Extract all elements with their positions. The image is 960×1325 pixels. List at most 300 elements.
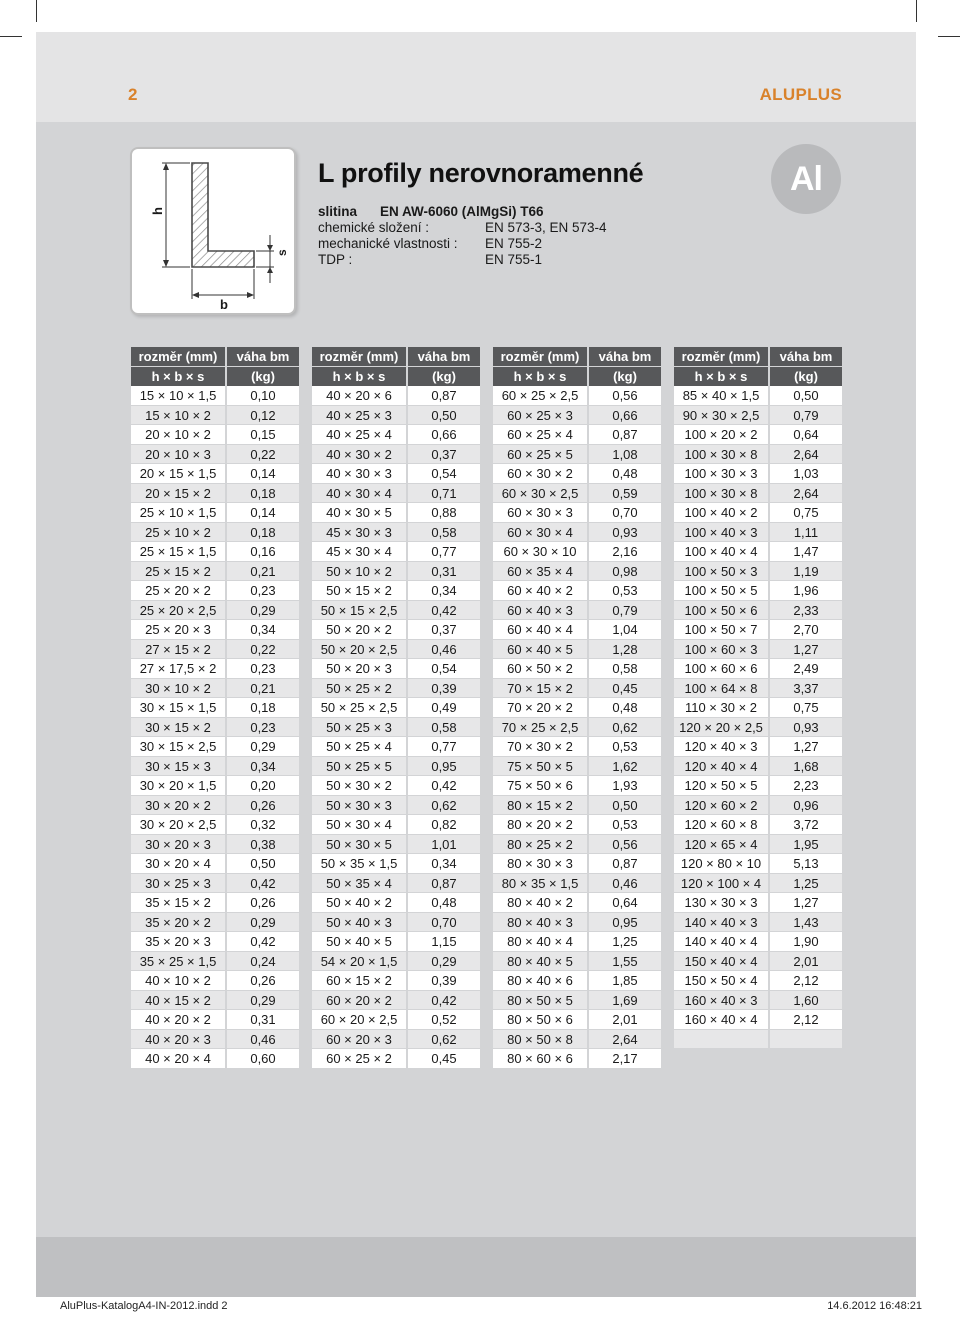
spec-chemical-label: chemické složení : [318,220,430,235]
table-row [674,893,842,913]
table-row [312,913,480,933]
header-weight: váha bm [227,347,299,367]
table-row [312,776,480,796]
cell-dimension: 80 × 50 × 6 [493,1010,587,1030]
table-row [312,815,480,835]
cell-weight: 2,64 [770,484,842,504]
cell-weight: 1,04 [589,620,661,640]
cell-weight: 0,60 [227,1049,299,1069]
cell-weight: 0,18 [227,523,299,543]
cell-dimension: 25 × 20 × 2 [131,581,225,601]
cell-weight: 0,87 [408,874,480,894]
header-dimension: rozměr (mm) [493,347,587,367]
table-row [312,659,480,679]
table-row [674,718,842,738]
header-weight-unit: (kg) [770,367,842,387]
table-row [493,445,661,465]
table-row [312,464,480,484]
cell-weight: 1,15 [408,932,480,952]
cell-dimension: 50 × 40 × 2 [312,893,406,913]
cell-weight: 2,70 [770,620,842,640]
cell-dimension: 50 × 40 × 3 [312,913,406,933]
spec-alloy-label: slitina [318,204,358,219]
spec-chemical-value: EN 573-3, EN 573-4 [485,220,607,235]
cell-dimension: 60 × 30 × 2,5 [493,484,587,504]
cell-dimension: 120 × 65 × 4 [674,835,768,855]
cell-dimension: 120 × 80 × 10 [674,854,768,874]
cell-weight: 0,23 [227,718,299,738]
cell-weight: 0,50 [227,854,299,874]
table-row [493,835,661,855]
cell-dimension: 50 × 25 × 2,5 [312,698,406,718]
cell-dimension: 100 × 30 × 8 [674,484,768,504]
cell-weight: 0,88 [408,503,480,523]
dim-s-label: s [275,249,289,256]
cell-dimension: 85 × 40 × 1,5 [674,386,768,406]
cell-dimension: 80 × 20 × 2 [493,815,587,835]
table-row [312,581,480,601]
cell-dimension: 30 × 15 × 1,5 [131,698,225,718]
cell-dimension: 30 × 20 × 4 [131,854,225,874]
cell-weight: 0,21 [227,679,299,699]
cell-weight: 0,95 [408,757,480,777]
cell-weight: 0,29 [227,913,299,933]
table-row [131,854,299,874]
brand-name: ALUPLUS [759,85,842,104]
cell-weight: 0,18 [227,698,299,718]
cell-weight: 0,46 [408,640,480,660]
cell-dimension: 100 × 30 × 8 [674,445,768,465]
table-row [493,776,661,796]
cell-weight: 0,21 [227,562,299,582]
table-row [131,386,299,406]
table-row [493,562,661,582]
table-header-row [674,347,842,367]
header-weight: váha bm [589,347,661,367]
table-header-row [674,367,842,387]
cell-weight: 2,17 [589,1049,661,1069]
table-row [674,835,842,855]
cell-dimension: 160 × 40 × 4 [674,1010,768,1030]
cell-dimension: 15 × 10 × 2 [131,406,225,426]
cell-dimension: 60 × 20 × 2 [312,991,406,1011]
cell-dimension: 80 × 60 × 6 [493,1049,587,1069]
table-row [312,718,480,738]
cell-weight: 0,42 [408,991,480,1011]
table-row [312,406,480,426]
crop-mark [36,0,37,22]
header-dimension: rozměr (mm) [312,347,406,367]
crop-mark [938,36,960,37]
header-dimension: rozměr (mm) [674,347,768,367]
cell-dimension: 120 × 100 × 4 [674,874,768,894]
cell-weight: 0,26 [227,971,299,991]
table-row [493,1049,661,1069]
cell-weight: 1,25 [589,932,661,952]
cell-weight: 0,22 [227,445,299,465]
page-number: 2 [128,85,138,104]
cell-weight: 3,37 [770,679,842,699]
cell-dimension: 30 × 20 × 1,5 [131,776,225,796]
table-row [312,620,480,640]
crop-mark [916,0,917,22]
cell-dimension: 150 × 40 × 4 [674,952,768,972]
cell-weight: 2,64 [589,1030,661,1050]
spec-tdp-value: EN 755-1 [485,252,543,267]
cell-dimension: 40 × 20 × 3 [131,1030,225,1050]
cell-dimension: 40 × 10 × 2 [131,971,225,991]
table-row [312,1010,480,1030]
table-row [674,620,842,640]
cell-weight: 0,46 [227,1030,299,1050]
table-row [312,542,480,562]
table-row [674,542,842,562]
cell-dimension: 100 × 40 × 4 [674,542,768,562]
cell-dimension: 50 × 35 × 4 [312,874,406,894]
page-title: L profily nerovnoramenné [318,158,644,188]
cell-dimension: 40 × 20 × 6 [312,386,406,406]
cell-weight: 0,62 [408,1030,480,1050]
l-profile-drawing [132,149,298,317]
table-row [674,464,842,484]
cell-weight: 0,46 [589,874,661,894]
cell-weight: 1,85 [589,971,661,991]
cell-dimension: 160 × 40 × 3 [674,991,768,1011]
table-row [131,523,299,543]
cell-weight: 0,98 [589,562,661,582]
table-row [674,1030,842,1050]
table-row [312,893,480,913]
cell-weight: 0,82 [408,815,480,835]
table-row [674,679,842,699]
table-row [493,406,661,426]
cell-dimension: 120 × 60 × 8 [674,815,768,835]
cell-weight: 2,33 [770,601,842,621]
table-row [131,1010,299,1030]
table-row [493,932,661,952]
cell-dimension: 60 × 50 × 2 [493,659,587,679]
spec-mechanical-label: mechanické vlastnosti : [318,236,458,251]
cell-weight: 0,37 [408,620,480,640]
cell-weight: 0,95 [589,913,661,933]
cell-dimension: 100 × 64 × 8 [674,679,768,699]
cell-dimension: 60 × 30 × 3 [493,503,587,523]
cell-weight: 0,12 [227,406,299,426]
table-row [674,581,842,601]
table-header-row [131,367,299,387]
table-row [131,1049,299,1069]
cell-dimension: 60 × 25 × 2 [312,1049,406,1069]
cell-weight: 0,37 [408,445,480,465]
table-row [493,815,661,835]
table-row [312,445,480,465]
cell-weight: 0,64 [770,425,842,445]
table-row [493,581,661,601]
cell-weight: 0,48 [589,464,661,484]
cell-dimension: 60 × 40 × 5 [493,640,587,660]
cell-dimension: 50 × 20 × 3 [312,659,406,679]
table-row [674,971,842,991]
cell-dimension: 25 × 15 × 1,5 [131,542,225,562]
cell-weight: 0,48 [408,893,480,913]
table-row [131,932,299,952]
table-row [131,893,299,913]
table-header-row [312,347,480,367]
spec-tdp-label: TDP : [318,252,353,267]
header-weight: váha bm [408,347,480,367]
cell-dimension: 110 × 30 × 2 [674,698,768,718]
cell-dimension: 60 × 35 × 4 [493,562,587,582]
cell-weight: 0,58 [408,718,480,738]
table-row [674,562,842,582]
table-row [493,796,661,816]
cell-dimension: 20 × 15 × 1,5 [131,464,225,484]
table-row [312,640,480,660]
cell-dimension: 60 × 20 × 3 [312,1030,406,1050]
cell-weight: 1,11 [770,523,842,543]
cell-dimension: 50 × 25 × 4 [312,737,406,757]
table-row [131,581,299,601]
cell-dimension: 60 × 30 × 2 [493,464,587,484]
cell-dimension: 75 × 50 × 6 [493,776,587,796]
cell-dimension: 35 × 15 × 2 [131,893,225,913]
cell-weight: 0,75 [770,698,842,718]
cell-weight: 0,66 [408,425,480,445]
cell-dimension: 40 × 15 × 2 [131,991,225,1011]
cell-weight: 0,26 [227,893,299,913]
cell-dimension: 25 × 20 × 3 [131,620,225,640]
cell-weight: 0,50 [408,406,480,426]
cell-dimension: 80 × 40 × 5 [493,952,587,972]
cell-dimension: 70 × 25 × 2,5 [493,718,587,738]
cell-weight: 0,58 [589,659,661,679]
cell-weight: 0,29 [227,991,299,1011]
table-row [674,640,842,660]
table-row [131,991,299,1011]
file-timestamp: 14.6.2012 16:48:21 [827,1300,922,1312]
table-row [493,601,661,621]
cell-dimension: 140 × 40 × 4 [674,932,768,952]
cell-dimension: 45 × 30 × 3 [312,523,406,543]
cell-dimension: 20 × 15 × 2 [131,484,225,504]
cell-dimension: 80 × 50 × 8 [493,1030,587,1050]
cell-weight: 0,38 [227,835,299,855]
cell-dimension: 30 × 15 × 2,5 [131,737,225,757]
cell-dimension: 80 × 15 × 2 [493,796,587,816]
cell-dimension: 100 × 50 × 7 [674,620,768,640]
cell-weight: 0,45 [408,1049,480,1069]
cell-dimension: 100 × 50 × 6 [674,601,768,621]
table-row [493,913,661,933]
cell-weight: 0,75 [770,503,842,523]
cell-weight: 2,12 [770,971,842,991]
table-row [674,815,842,835]
table-row [312,971,480,991]
cell-dimension: 30 × 20 × 2,5 [131,815,225,835]
cell-weight: 0,29 [227,737,299,757]
table-row [493,679,661,699]
table-row [493,737,661,757]
cell-dimension: 20 × 10 × 2 [131,425,225,445]
table-row [674,445,842,465]
cell-dimension: 120 × 40 × 3 [674,737,768,757]
table-row [312,386,480,406]
cell-weight: 5,13 [770,854,842,874]
table-row [493,991,661,1011]
cell-weight: 1,55 [589,952,661,972]
cell-weight: 0,18 [227,484,299,504]
cell-weight: 1,47 [770,542,842,562]
cell-weight: 2,01 [770,952,842,972]
cell-dimension: 60 × 30 × 10 [493,542,587,562]
cell-weight: 0,22 [227,640,299,660]
table-header-row [131,347,299,367]
cell-dimension: 90 × 30 × 2,5 [674,406,768,426]
table-row [493,484,661,504]
cell-weight: 0,39 [408,971,480,991]
cell-dimension: 40 × 20 × 4 [131,1049,225,1069]
cell-weight: 0,32 [227,815,299,835]
cell-weight: 0,10 [227,386,299,406]
table-row [493,893,661,913]
cell-dimension: 60 × 15 × 2 [312,971,406,991]
cell-weight: 0,26 [227,796,299,816]
cell-dimension: 60 × 30 × 4 [493,523,587,543]
table-row [674,698,842,718]
cell-weight: 0,48 [589,698,661,718]
table-row [674,796,842,816]
table-row [131,757,299,777]
table-row [131,776,299,796]
cell-weight: 0,54 [408,464,480,484]
cell-dimension: 70 × 20 × 2 [493,698,587,718]
table-row [131,679,299,699]
cell-weight: 0,77 [408,737,480,757]
cell-dimension: 60 × 25 × 3 [493,406,587,426]
table-row [674,776,842,796]
header-weight-unit: (kg) [589,367,661,387]
table-row [674,523,842,543]
table-row [131,913,299,933]
table-row [312,562,480,582]
cell-dimension: 40 × 30 × 5 [312,503,406,523]
cell-dimension: 50 × 20 × 2,5 [312,640,406,660]
cell-weight: 0,79 [770,406,842,426]
table-row [312,952,480,972]
cell-weight: 0,24 [227,952,299,972]
cell-dimension: 60 × 40 × 4 [493,620,587,640]
table-row [493,523,661,543]
cell-dimension: 50 × 25 × 5 [312,757,406,777]
table-row [131,620,299,640]
table-row [312,484,480,504]
cell-weight: 0,34 [408,581,480,601]
cell-weight: 1,69 [589,991,661,1011]
cell-dimension: 50 × 20 × 2 [312,620,406,640]
cell-dimension: 50 × 25 × 2 [312,679,406,699]
cell-dimension: 40 × 30 × 4 [312,484,406,504]
table-row [131,484,299,504]
table-header-row [493,347,661,367]
table-row [674,386,842,406]
table-row [131,698,299,718]
cell-dimension: 35 × 20 × 3 [131,932,225,952]
header-band [36,32,916,122]
spec-mechanical-value: EN 755-2 [485,236,543,251]
cell-dimension: 30 × 25 × 3 [131,874,225,894]
cell-weight: 0,56 [589,835,661,855]
table-row [131,815,299,835]
cell-weight: 1,96 [770,581,842,601]
table-row [674,1010,842,1030]
table-row [674,503,842,523]
cell-weight: 0,93 [589,523,661,543]
cell-weight: 0,64 [589,893,661,913]
cell-weight: 0,29 [408,952,480,972]
cell-weight: 1,19 [770,562,842,582]
cell-dimension: 60 × 40 × 2 [493,581,587,601]
cell-dimension: 80 × 40 × 2 [493,893,587,913]
table-row [131,796,299,816]
header-dimension-formula: h × b × s [674,367,768,387]
cell-dimension: 30 × 15 × 2 [131,718,225,738]
table-row [312,757,480,777]
table-row [674,952,842,972]
cell-dimension: 100 × 50 × 5 [674,581,768,601]
table-row [493,659,661,679]
cell-weight: 0,56 [589,386,661,406]
cell-weight: 0,34 [227,757,299,777]
table-row [312,835,480,855]
header-dimension-formula: h × b × s [493,367,587,387]
table-row [674,757,842,777]
table-row [131,562,299,582]
table-row [131,503,299,523]
cell-weight: 0,34 [408,854,480,874]
cell-dimension: 80 × 40 × 3 [493,913,587,933]
dimension-table-3 [493,347,661,1069]
cell-weight: 0,42 [227,874,299,894]
table-row [674,406,842,426]
cell-weight: 0,93 [770,718,842,738]
table-row [312,932,480,952]
table-row [674,601,842,621]
cell-dimension: 120 × 40 × 4 [674,757,768,777]
cell-dimension: 54 × 20 × 1,5 [312,952,406,972]
table-row [131,971,299,991]
cell-dimension: 40 × 20 × 2 [131,1010,225,1030]
table-row [131,445,299,465]
table-row [312,601,480,621]
cell-weight: 0,59 [589,484,661,504]
cell-dimension: 100 × 50 × 3 [674,562,768,582]
cell-weight: 0,96 [770,796,842,816]
cell-dimension: 75 × 50 × 5 [493,757,587,777]
cell-dimension: 30 × 10 × 2 [131,679,225,699]
cell-weight: 2,01 [589,1010,661,1030]
cell-dimension: 50 × 15 × 2,5 [312,601,406,621]
cell-weight: 0,42 [227,932,299,952]
cell-dimension: 25 × 15 × 2 [131,562,225,582]
cell-weight: 0,62 [589,718,661,738]
cell-weight [770,1030,842,1050]
cell-weight: 0,31 [408,562,480,582]
cell-dimension: 60 × 25 × 2,5 [493,386,587,406]
table-row [674,659,842,679]
footer-band [36,1237,916,1297]
cell-dimension: 30 × 20 × 2 [131,796,225,816]
table-row [312,1030,480,1050]
